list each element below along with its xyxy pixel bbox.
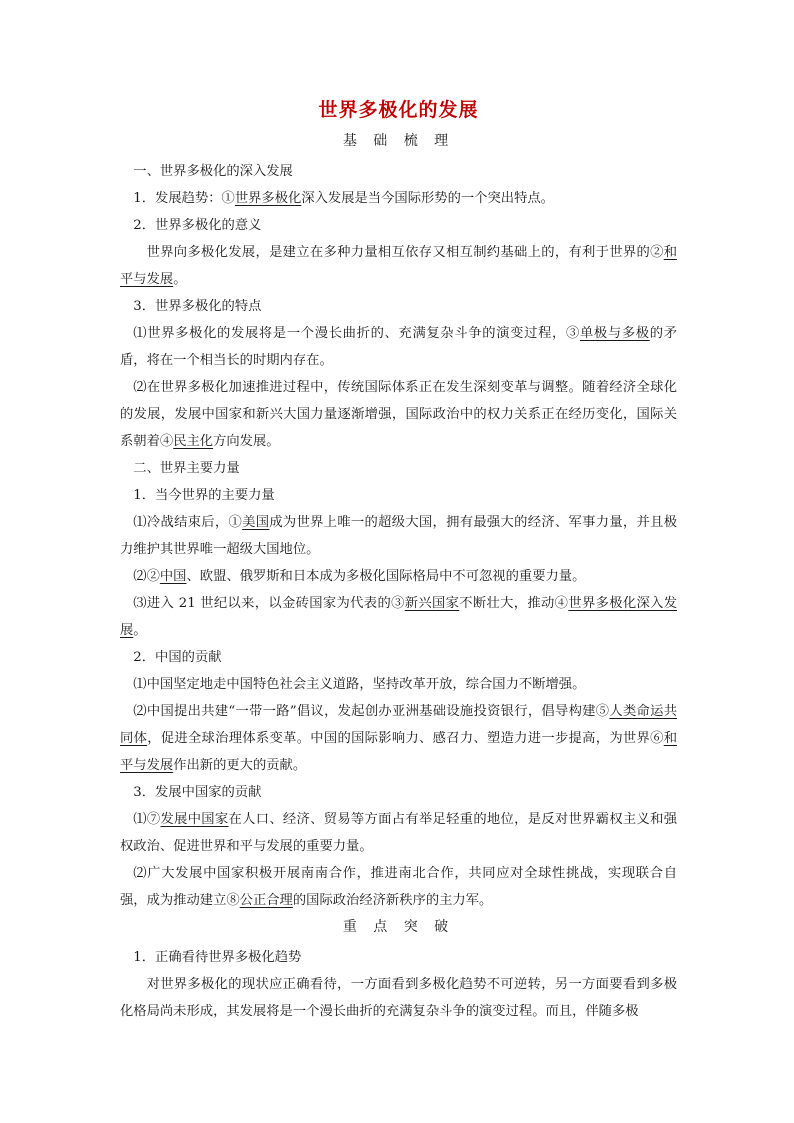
- answer-blank-8: 世界多极化深入发展: [120, 596, 678, 638]
- answer-blank-2: 和平与发展: [120, 245, 677, 287]
- section-heading-key: 重 点 突 破: [342, 919, 455, 935]
- subheading-significance: 2．世界多极化的意义: [133, 218, 262, 233]
- heading-1: 一、世界多极化的深入发展: [133, 164, 293, 179]
- paragraph-china-1: ⑴中国坚定地走中国特色社会主义道路，坚持改革开放，综合国力不断增强。: [133, 677, 586, 692]
- subheading-developing: 3．发展中国家的贡献: [133, 785, 262, 800]
- paragraph-developing-2: ⑵广大发展中国家积极开展南南合作，推进南北合作，共同应对全球性挑战，实现联合自强，成为推动建立⑧公正合理的国际政治经济新秩序的主力军。: [120, 866, 677, 908]
- answer-blank-1: 世界多极化: [234, 191, 302, 206]
- answer-blank-6: 中国: [159, 569, 187, 584]
- paragraph-significance: 世界向多极化发展，是建立在多种力量相互依存又相互制约基础上的，有利于世界的②和平与发展。: [120, 245, 677, 287]
- answer-blank-10: 和平与发展: [120, 731, 678, 773]
- document-title: 世界多极化的发展: [318, 99, 479, 121]
- answer-blank-3: 单极与多极: [579, 326, 650, 341]
- subheading-key-1: 1．正确看待世界多极化趋势: [133, 950, 302, 965]
- heading-2: 二、世界主要力量: [133, 461, 240, 476]
- subheading-china: 2．中国的贡献: [133, 650, 222, 665]
- paragraph-forces-2: ⑵②中国、欧盟、俄罗斯和日本成为多极化国际格局中不可忽视的重要力量。: [133, 569, 586, 584]
- answer-blank-7: 新兴国家: [404, 596, 460, 611]
- paragraph-forces-3: ⑶进入 21 世纪以来，以金砖国家为代表的③新兴国家不断壮大，推动④世界多极化深入发展。: [120, 596, 678, 638]
- answer-blank-5: 美国: [242, 515, 270, 530]
- subheading-main-forces: 1．当今世界的主要力量: [133, 488, 275, 503]
- paragraph-developing-1: ⑴⑦发展中国家在人口、经济、贸易等方面占有举足轻重的地位，是反对世界霸权主义和强权政治、促进世界和平与发展的重要力量。: [120, 812, 678, 854]
- answer-blank-9: 人类命运共同体: [120, 704, 677, 746]
- paragraph-forces-1: ⑴冷战结束后，①美国成为世界上唯一的超级大国，拥有最强大的经济、军事力量，并且极力维护其世界唯一超级大国地位。: [120, 515, 678, 557]
- paragraph-features-1: ⑴世界多极化的发展将是一个漫长曲折的、充满复杂斗争的演变过程，③单极与多极的矛盾，将在一个相当长的时期内存在。: [120, 326, 678, 368]
- paragraph-trend: 1．发展趋势：①世界多极化深入发展是当今国际形势的一个突出特点。: [133, 191, 554, 206]
- answer-blank-12: 公正合理: [239, 893, 293, 908]
- paragraph-key-1: 对世界多极化的现状应正确看待，一方面看到多极化趋势不可逆转，另一方面要看到多极化格局尚未形成，其发展将是一个漫长曲折的充满复杂斗争的演变过程。而且，伴随多极: [120, 977, 677, 1019]
- answer-blank-4: 民主化: [173, 434, 214, 449]
- subheading-features: 3．世界多极化的特点: [133, 299, 262, 314]
- paragraph-china-2: ⑵中国提出共建“一带一路”倡议，发起创办亚洲基础设施投资银行，倡导构建⑤人类命运共同体，促进全球治理体系变革。中国的国际影响力、感召力、塑造力进一步提高，为世界⑥和平与发展作出新的更大的贡献。: [120, 704, 678, 773]
- section-heading-basics: 基 础 梳 理: [342, 133, 455, 149]
- document-body: [120, 96, 677, 1025]
- answer-blank-11: 发展中国家: [160, 812, 229, 827]
- paragraph-features-2: ⑵在世界多极化加速推进过程中，传统国际体系正在发生深刻变革与调整。随着经济全球化的发展，发展中国家和新兴大国力量逐渐增强，国际政治中的权力关系正在经历变化，国际关系朝着④民主化方向发展。: [120, 380, 677, 449]
